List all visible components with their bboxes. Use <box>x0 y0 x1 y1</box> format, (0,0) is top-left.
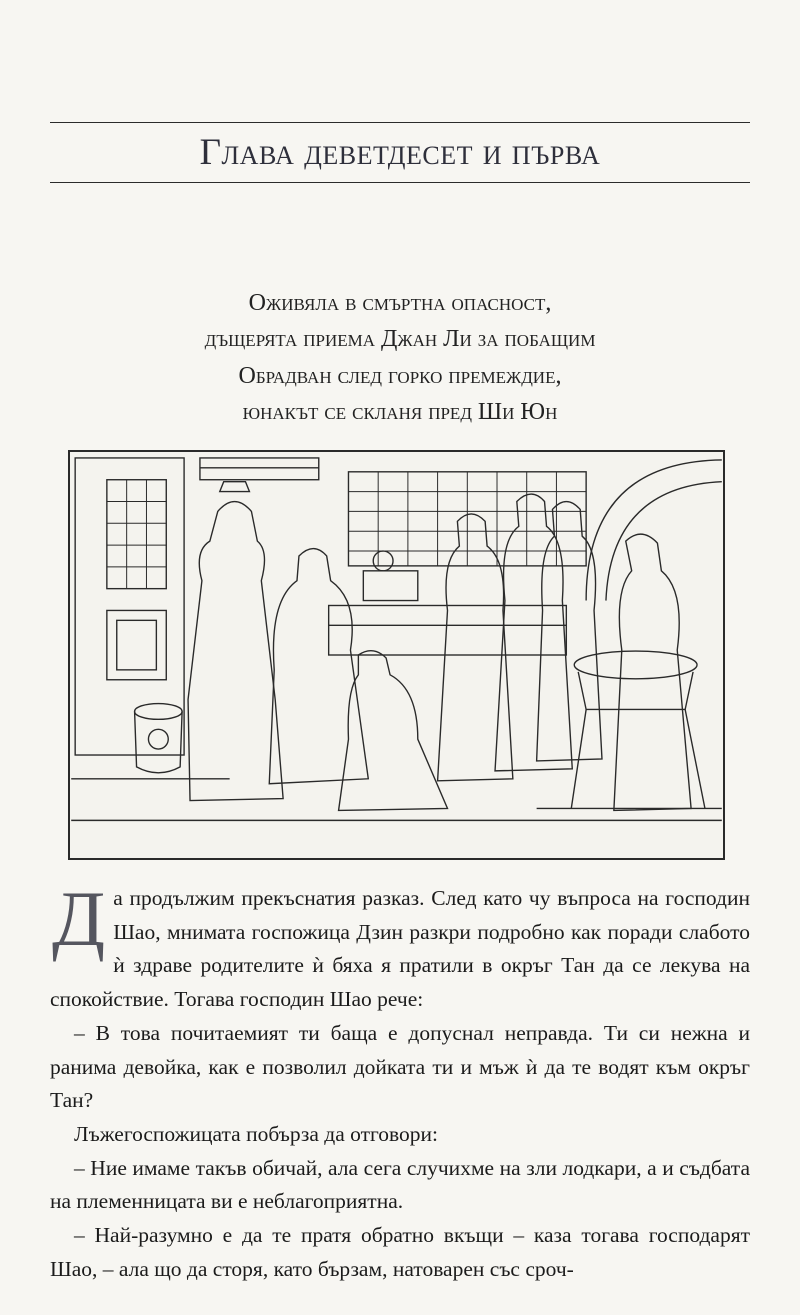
paragraph: – В това почитаемият ти баща е допуснал неправда. Ти си нежна и ранима девойка, как е позволил дойката ти и мъж ѝ да те водят към окръг Тан? <box>50 1020 750 1113</box>
title-rule-top <box>50 122 750 123</box>
epigraph-couplet-1 <box>80 285 720 357</box>
illustration-drawing <box>70 452 723 858</box>
drop-cap: Д <box>52 875 106 962</box>
epigraph-line: дъщерята приема Джан Ли за побащим <box>204 326 596 352</box>
body-text <box>50 875 750 1286</box>
epigraph-line: Обрадван след горко премеждие, <box>238 363 562 389</box>
paragraph: Лъжегоспожицата побърза да отговори: <box>74 1121 439 1146</box>
paragraph: – Ние имаме такъв обичай, ала сега случихме на зли лодкари, а и съдбата на племенницата ви е неблагоприятна. <box>50 1155 750 1214</box>
chapter-title: Глава деветдесет и първа <box>199 132 601 173</box>
paragraph: – Най-разумно е да те пратя обратно вкъщи – каза тогава господарят Шао, – ала що да сторя, като бързам, натоварен със сроч- <box>50 1223 750 1281</box>
paragraph-text: а продължим прекъснатия разказ. След като чу въпроса на господин Шао, мнимата госпожица Дзин разкри подробно как поради слабото ѝ здраве родителите ѝ бяха я пратили в окръг Тан да се лекува на спокойствие. Тогава господин Шао рече: <box>50 886 750 1012</box>
paragraph <box>50 875 750 1017</box>
epigraph-line: Оживяла в смъртна опасност, <box>248 290 552 316</box>
woodcut-illustration <box>68 450 725 860</box>
epigraph-couplet-2 <box>80 358 720 430</box>
epigraph-line: юнакът се скланя пред Ши Юн <box>242 399 558 425</box>
title-rule-bottom <box>50 182 750 183</box>
